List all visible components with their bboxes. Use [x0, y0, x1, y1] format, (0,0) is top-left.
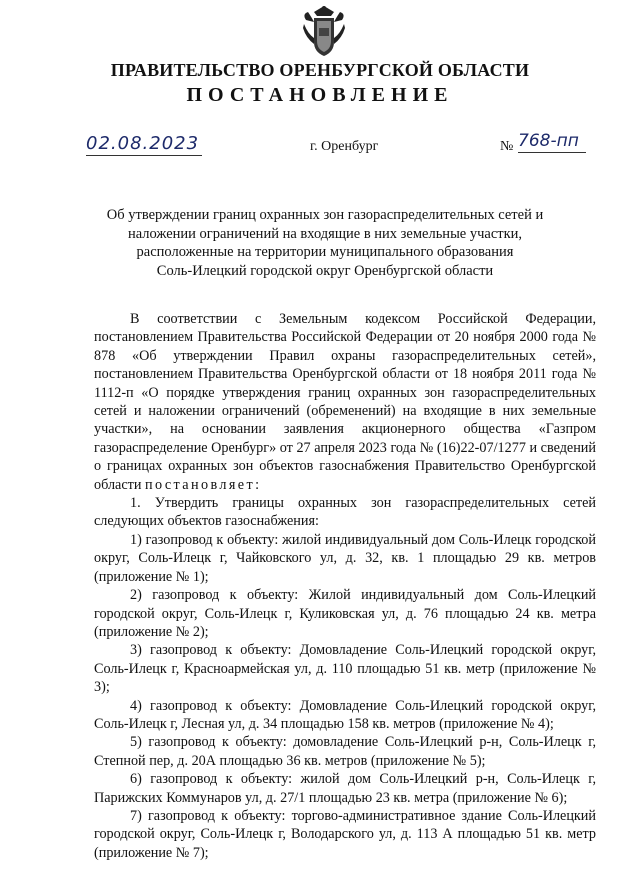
number-label: №	[500, 139, 514, 154]
list-item: 6) газопровод к объекту: жилой дом Соль-Илецкий р-н, Соль-Илецк г, Парижских Коммунаров ул, д. 27/1 площадью 23 кв. метра (приложение № 6);	[94, 771, 596, 806]
document-city: г. Оренбург	[310, 139, 379, 154]
title-line: расположенные на территории муниципального образования	[136, 244, 514, 260]
list-item: 1) газопровод к объекту: жилой индивидуальный дом Соль-Илецк городской округ, Соль-Илецк г, Чайковского ул, д. 32, кв. 1 площадью 29 кв. метров (приложение № 1);	[94, 531, 596, 585]
organization-name: ПРАВИТЕЛЬСТВО ОРЕНБУРГСКОЙ ОБЛАСТИ	[110, 60, 530, 80]
list-item: 3) газопровод к объекту: Домовладение Соль-Илецкий городской округ, Соль-Илецк г, Красноармейская ул, д. 110 площадью 51 кв. метр (приложение № 3);	[94, 642, 596, 696]
document-body	[94, 310, 596, 862]
list-item: 7) газопровод к объекту: торгово-административное здание Соль-Илецкий городской округ, Соль-Илецк г, Володарского ул, д. 113 А площадью 51 кв. метр (приложение № 7);	[94, 807, 596, 861]
document-type: ПОСТАНОВЛЕНИЕ	[186, 84, 454, 106]
resolve-word: постановляет:	[144, 476, 262, 493]
preamble-paragraph	[94, 310, 596, 494]
list-item: 4) газопровод к объекту: Домовладение Соль-Илецкий городской округ, Соль-Илецк г, Лесная ул, д. 34 площадью 158 кв. метров (приложение № 4);	[94, 697, 596, 732]
title-line: Соль-Илецкий городской округ Оренбургской области	[156, 262, 494, 279]
list-item: 2) газопровод к объекту: Жилой индивидуальный дом Соль-Илецкий городской округ, Соль-Илецк г, Куликовская ул, д. 76 площадью 24 кв. метра (приложение № 2);	[94, 587, 596, 640]
clause-1: 1. Утвердить границы охранных зон газораспределительных сетей следующих объектов газоснабжения:	[94, 495, 596, 530]
title-line: Об утверждении границ охранных зон газораспределительных сетей и	[106, 207, 544, 223]
list-item: 5) газопровод к объекту: домовладение Соль-Илецкий р-н, Соль-Илецк г, Степной пер, д. 20А площадью 36 кв. метров (приложение № 5);	[94, 734, 596, 769]
document-title	[90, 206, 560, 280]
preamble-text: В соответствии с Земельным кодексом Российской Федерации, постановлением Правительства Российской Федерации от 20 ноября 2000 года № 878 «Об утверждении Правил охраны газораспределительных сетей», постановлением Правительства Оренбургской области от 18 ноября 2011 года № 1112-п «О порядке утверждения границ охранных зон газораспределительных сетей и наложении ограничений (обременений) на входящие в них земельные участки», на основании заявления акционерного общества «Газпром газораспределение Оренбург» от 27 апреля 2023 года № (16)22-07/1277 и сведений о границах охранных зон объектов газоснабжения Правительство Оренбургской области	[94, 311, 596, 493]
document-number: 768-пп	[518, 131, 586, 153]
document-date: 02.08.2023	[86, 133, 202, 156]
title-line: наложении ограничений на входящие в них земельные участки,	[127, 225, 523, 242]
coat-of-arms-icon	[300, 4, 348, 60]
